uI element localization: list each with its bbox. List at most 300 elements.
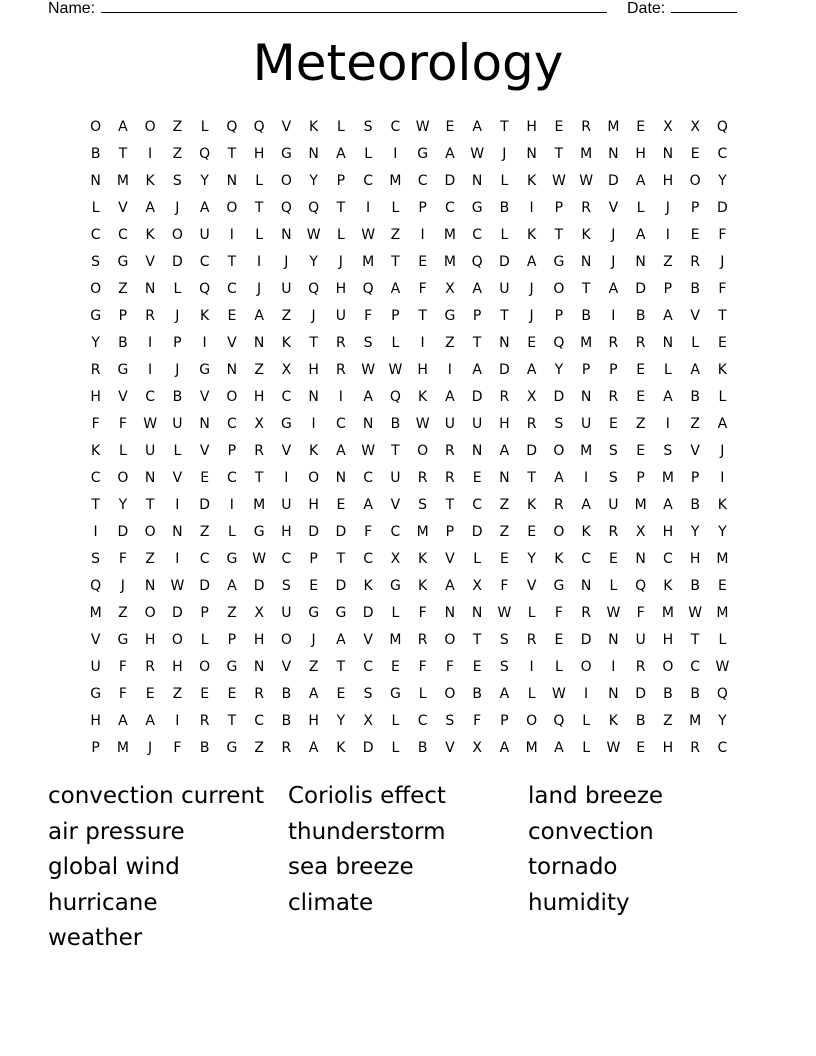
grid-letter: S [91,551,101,567]
grid-letter: F [118,416,127,432]
grid-letter: U [281,281,292,297]
grid-letter: L [636,200,645,216]
grid-row [82,222,736,249]
grid-letter: D [253,578,265,594]
grid-letter: C [199,254,210,270]
grid-letter: R [581,119,591,135]
grid-letter: S [608,443,618,459]
grid-letter: B [499,200,510,216]
grid-letter: H [308,713,319,729]
grid-letter: H [253,146,265,162]
grid-letter: S [608,470,618,486]
grid-letter: A [581,497,591,513]
grid-letter: B [690,578,700,594]
grid-letter: A [445,578,455,594]
grid-letter: R [254,443,264,459]
grid-letter: R [690,740,700,756]
grid-letter: S [418,497,428,513]
grid-letter: F [636,605,645,621]
grid-letter: M [689,713,702,729]
grid-letter: O [280,173,292,189]
grid-letter: N [635,551,646,567]
grid-letter: G [226,740,238,756]
grid-letter: J [611,254,616,270]
grid-letter: O [117,470,129,486]
grid-letter: T [336,659,346,675]
grid-letter: F [554,605,563,621]
grid-letter: D [335,524,347,540]
grid-letter: T [418,308,427,324]
grid-letter: J [175,200,180,216]
grid-letter: I [665,227,670,243]
grid-row [82,465,736,492]
grid-letter: A [308,740,319,756]
grid-letter: J [120,578,125,594]
grid-letter: V [118,389,128,405]
grid-letter: Q [308,200,320,216]
grid-letter: P [227,632,237,648]
grid-letter: V [445,551,455,567]
grid-letter: V [199,443,210,459]
grid-letter: C [390,119,401,135]
grid-letter: S [663,443,673,459]
grid-letter: D [498,362,510,378]
grid-letter: P [118,308,128,324]
name-field [48,0,607,18]
grid-letter: G [471,200,483,216]
grid-letter: R [145,308,155,324]
grid-row [82,735,736,762]
grid-letter: P [309,551,318,567]
grid-letter: R [445,443,455,459]
grid-letter: Z [663,254,673,270]
grid-letter: F [445,659,454,675]
grid-letter: V [145,254,155,270]
grid-letter: O [226,200,238,216]
grid-letter: M [116,740,129,756]
grid-letter: C [254,713,265,729]
grid-letter: O [526,713,538,729]
grid-letter: L [718,632,727,648]
grid-letter: I [338,389,343,405]
grid-letter: M [661,605,674,621]
grid-letter: G [117,362,129,378]
grid-letter: L [336,227,345,243]
grid-letter: Z [281,308,292,324]
grid-letter: N [253,659,265,675]
grid-letter: Y [554,362,564,378]
grid-letter: O [171,632,183,648]
grid-letter: D [607,173,619,189]
grid-letter: U [145,443,156,459]
grid-letter: O [553,524,565,540]
grid-letter: E [636,443,646,459]
grid-row [82,708,736,735]
grid-letter: A [499,686,510,702]
grid-letter: A [472,119,482,135]
grid-letter: M [253,497,266,513]
grid-letter: E [418,254,428,270]
grid-letter: H [662,524,674,540]
grid-letter: B [663,686,673,702]
grid-letter: Y [309,254,318,270]
grid-letter: P [200,605,209,621]
grid-letter: A [526,362,537,378]
grid-letter: P [690,470,700,486]
grid-letter: E [690,227,700,243]
grid-letter: Q [253,119,265,135]
grid-letter: O [90,281,102,297]
grid-letter: O [280,632,292,648]
grid-letter: I [366,200,371,216]
grid-letter: S [363,335,373,351]
grid-letter: G [335,605,347,621]
grid-row [82,438,736,465]
grid-letter: T [254,470,264,486]
word-bank [48,779,768,957]
grid-letter: O [553,443,565,459]
grid-letter: D [498,254,510,270]
grid-letter: Z [118,605,128,621]
grid-letter: L [582,713,591,729]
grid-letter: I [175,713,180,729]
grid-letter: L [391,200,400,216]
grid-letter: U [635,632,646,648]
grid-letter: E [200,470,210,486]
grid-letter: R [499,389,510,405]
grid-letter: E [499,551,509,567]
grid-letter: T [690,632,700,648]
grid-letter: X [445,281,455,297]
date-label: Date: [627,0,666,17]
grid-letter: T [227,713,237,729]
grid-letter: Z [690,416,700,432]
grid-letter: L [473,551,482,567]
grid-letter: S [91,254,101,270]
grid-letter: E [472,659,482,675]
grid-letter: C [226,470,237,486]
grid-letter: E [227,308,237,324]
grid-letter: R [417,470,428,486]
grid-letter: O [580,659,592,675]
grid-letter: X [254,416,264,432]
grid-letter: I [611,659,616,675]
grid-letter: F [91,416,100,432]
grid-letter: L [391,605,400,621]
grid-letter: F [718,281,727,297]
grid-letter: I [229,227,234,243]
grid-letter: R [90,362,101,378]
grid-letter: A [118,713,128,729]
grid-letter: Y [309,173,318,189]
grid-letter: N [172,524,183,540]
grid-letter: X [472,578,482,594]
grid-letter: O [90,119,102,135]
grid-letter: K [554,551,564,567]
grid-letter: R [445,470,455,486]
grid-letter: I [420,335,425,351]
grid-letter: P [173,335,182,351]
grid-letter: N [362,416,374,432]
grid-letter: B [690,281,700,297]
grid-letter: V [118,200,128,216]
grid-letter: N [499,470,510,486]
grid-row [82,546,736,573]
grid-letter: A [554,740,564,756]
grid-letter: D [471,389,483,405]
grid-letter: A [118,119,128,135]
grid-letter: Z [499,524,510,540]
grid-letter: I [447,362,452,378]
grid-letter: J [311,308,316,324]
grid-letter: I [529,659,534,675]
grid-letter: U [172,416,183,432]
grid-letter: V [281,443,292,459]
grid-letter: L [500,227,509,243]
grid-letter: P [391,308,400,324]
grid-letter: V [690,308,700,324]
grid-letter: D [716,200,728,216]
grid-letter: I [202,335,207,351]
grid-letter: A [363,389,373,405]
grid-letter: A [336,632,346,648]
grid-letter: L [118,443,127,459]
grid-letter: H [662,632,674,648]
grid-letter: M [443,227,456,243]
grid-letter: P [91,740,100,756]
grid-letter: B [90,146,101,162]
grid-letter: N [608,146,619,162]
grid-letter: K [581,227,591,243]
grid-letter: N [308,389,319,405]
grid-letter: E [608,416,618,432]
grid-letter: A [390,281,401,297]
grid-letter: R [417,632,428,648]
grid-letter: N [580,578,592,594]
grid-letter: L [609,578,618,594]
grid-letter: H [172,659,183,675]
grid-letter: R [526,632,537,648]
grid-letter: R [581,200,591,216]
grid-letter: C [90,470,101,486]
grid-letter: S [554,416,564,432]
grid-row [82,357,736,384]
grid-letter: O [553,281,565,297]
grid-letter: U [472,416,483,432]
grid-letter: K [527,497,537,513]
grid-letter: I [229,497,234,513]
grid-letter: Q [226,119,238,135]
grid-letter: Z [199,524,210,540]
grid-letter: L [554,659,563,675]
grid-letter: K [418,578,428,594]
grid-letter: H [335,281,347,297]
grid-letter: A [717,416,728,432]
grid-letter: C [363,470,374,486]
grid-letter: W [551,173,566,189]
grid-letter: R [554,497,564,513]
grid-row [82,411,736,438]
grid-letter: E [227,686,237,702]
grid-letter: B [690,686,700,702]
grid-letter: U [199,227,210,243]
grid-letter: D [553,389,565,405]
grid-letter: B [390,416,401,432]
grid-letter: N [580,389,592,405]
grid-letter: L [418,686,427,702]
grid-letter: Y [718,173,727,189]
grid-letter: Z [499,497,510,513]
grid-letter: G [90,308,102,324]
grid-letter: C [199,551,210,567]
grid-letter: M [661,470,674,486]
grid-letter: T [527,470,536,486]
grid-letter: N [226,173,238,189]
grid-letter: T [391,254,400,270]
grid-letter: G [280,146,292,162]
grid-letter: C [281,551,292,567]
grid-letter: B [281,686,292,702]
word-search-grid [82,114,736,762]
grid-letter: H [90,389,101,405]
grid-letter: D [471,524,483,540]
grid-letter: W [715,659,730,675]
grid-row [82,627,736,654]
grid-letter: J [720,443,725,459]
grid-letter: S [363,686,373,702]
name-blank-line [101,0,607,13]
grid-letter: B [172,389,183,405]
grid-letter: F [500,578,509,594]
grid-letter: D [308,524,320,540]
grid-letter: K [418,389,428,405]
grid-letter: I [93,524,98,540]
grid-letter: F [473,713,482,729]
grid-letter: B [635,713,646,729]
grid-letter: A [145,200,155,216]
grid-letter: K [527,227,537,243]
grid-letter: C [472,227,483,243]
grid-letter: X [635,524,646,540]
grid-letter: B [199,740,210,756]
grid-letter: Q [716,119,728,135]
grid-letter: F [418,281,427,297]
grid-letter: X [663,119,673,135]
grid-letter: W [361,227,376,243]
grid-letter: B [118,335,128,351]
grid-letter: Y [527,551,536,567]
grid-letter: Y [718,524,727,540]
grid-letter: M [89,605,102,621]
grid-letter: T [500,119,509,135]
grid-letter: T [500,308,509,324]
grid-letter: Z [172,686,183,702]
grid-letter: M [416,524,429,540]
grid-letter: U [281,497,292,513]
page-title: Meteorology [252,34,564,92]
grid-letter: N [144,470,156,486]
grid-letter: P [636,470,645,486]
grid-letter: S [499,632,509,648]
grid-letter: D [171,605,183,621]
grid-letter: U [90,659,101,675]
grid-letter: Y [336,713,346,729]
grid-letter: F [364,308,373,324]
grid-letter: C [581,551,592,567]
grid-letter: W [388,362,403,378]
grid-letter: O [308,470,320,486]
grid-letter: E [690,146,700,162]
grid-letter: Y [718,713,727,729]
grid-letter: E [717,578,727,594]
grid-letter: C [117,227,128,243]
grid-letter: H [253,632,265,648]
grid-letter: F [418,659,427,675]
grid-letter: T [554,227,564,243]
grid-letter: H [308,362,319,378]
grid-letter: X [526,389,537,405]
grid-letter: Z [254,740,264,756]
grid-letter: N [635,254,646,270]
grid-row [82,195,736,222]
grid-letter: H [308,497,319,513]
grid-letter: V [526,578,537,594]
grid-letter: B [690,389,700,405]
grid-letter: Y [690,524,700,540]
grid-letter: X [390,551,401,567]
grid-row [82,573,736,600]
grid-row [82,519,736,546]
grid-letter: T [391,443,400,459]
grid-letter: Z [254,362,264,378]
grid-letter: U [581,416,592,432]
grid-letter: I [420,227,425,243]
grid-letter: N [199,416,210,432]
grid-letter: A [608,281,619,297]
grid-letter: Q [90,578,102,594]
grid-letter: L [527,686,536,702]
grid-letter: I [148,146,153,162]
grid-letter: V [363,632,373,648]
grid-letter: M [389,173,402,189]
grid-letter: O [662,659,674,675]
grid-letter: O [417,443,429,459]
grid-letter: D [171,254,183,270]
grid-letter: G [253,524,265,540]
grid-letter: E [717,335,727,351]
grid-letter: I [257,254,262,270]
grid-letter: U [335,308,346,324]
grid-letter: N [253,335,265,351]
grid-letter: F [718,227,727,243]
grid-letter: J [175,308,180,324]
grid-letter: M [580,443,593,459]
grid-row [82,654,736,681]
grid-letter: N [580,254,592,270]
grid-letter: S [499,659,509,675]
grid-letter: P [609,362,618,378]
grid-letter: E [554,632,564,648]
grid-letter: A [472,281,482,297]
grid-letter: A [308,686,319,702]
grid-row [82,303,736,330]
grid-letter: Z [172,119,183,135]
grid-letter: N [471,173,483,189]
grid-letter: K [336,740,346,756]
grid-letter: G [553,254,565,270]
grid-letter: Q [199,146,211,162]
grid-letter: C [690,659,701,675]
